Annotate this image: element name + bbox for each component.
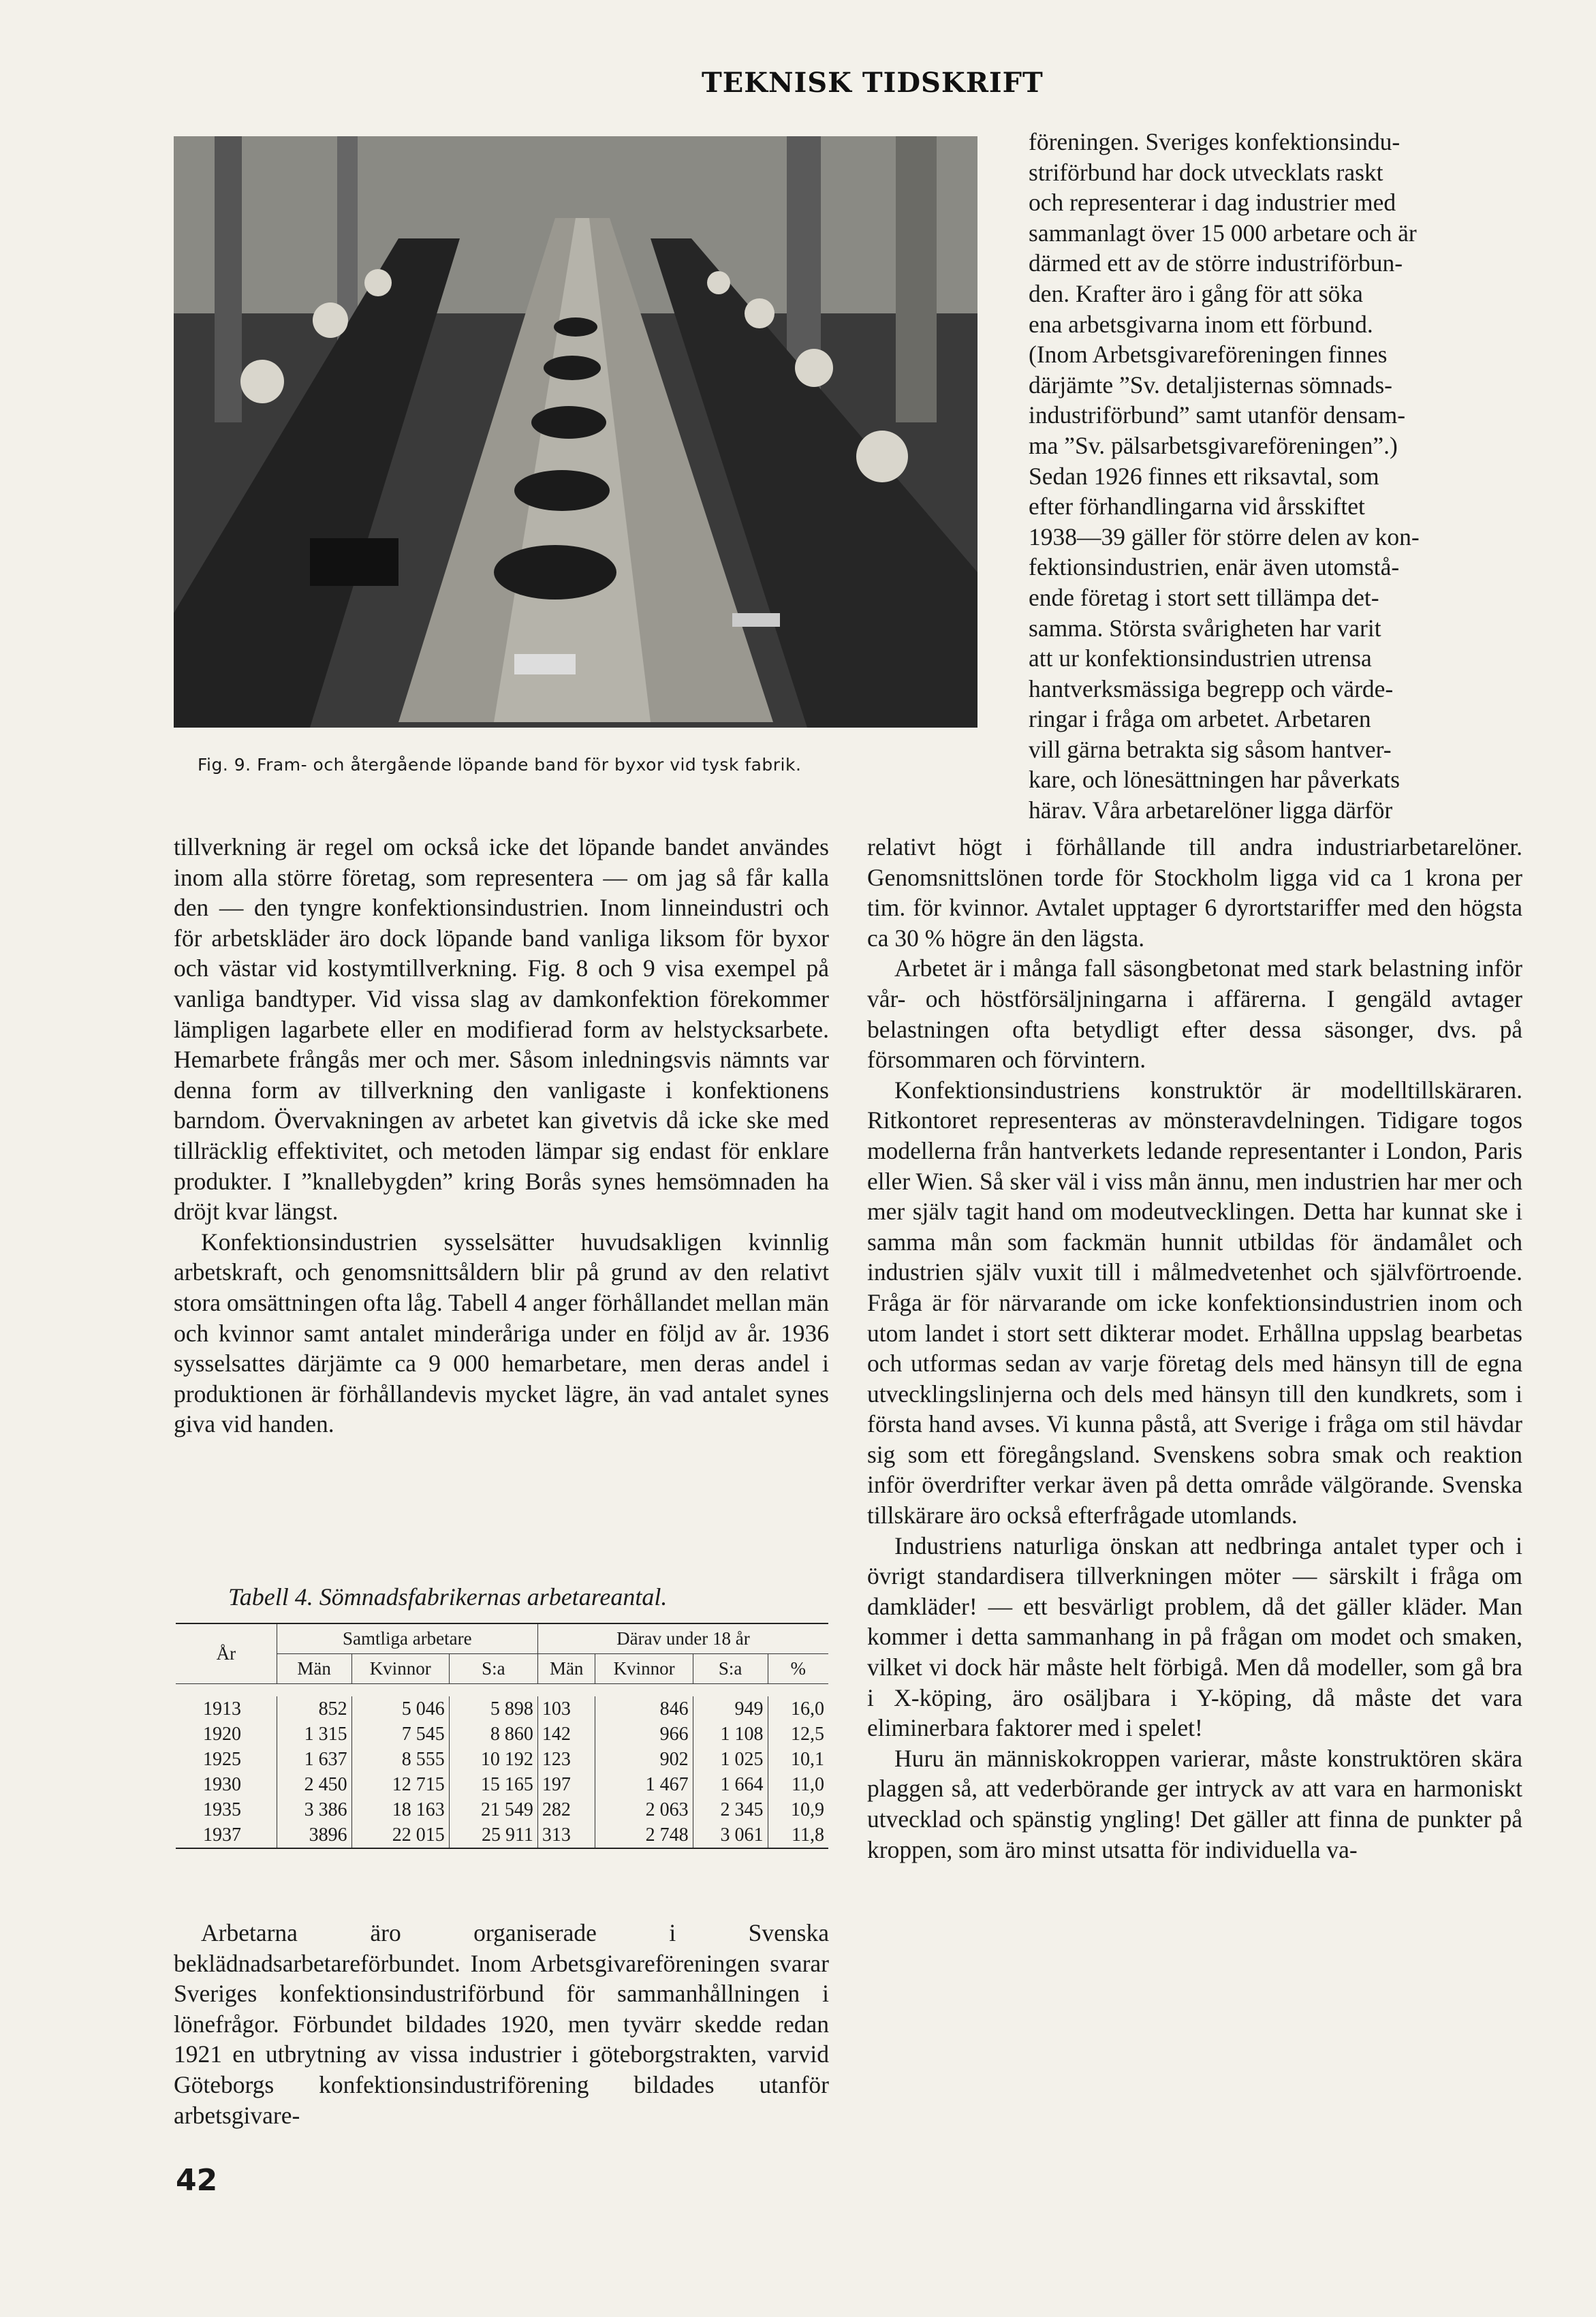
col-header-year: År <box>176 1624 277 1684</box>
text-line: striförbund har dock utvecklats raskt <box>1029 158 1383 186</box>
text-line: ende företag i stort sett tillämpa det- <box>1029 583 1379 611</box>
paragraph: Konfektionsindustrien sysselsätter huvudsakligen kvinnlig arbetskraft, och genomsnittsåldern blir på grund av den relativt stora omsättningen ofta låg. Tabell 4 anger förhållandet mellan män och kvinnor samt antalet minderåriga under en följd av år. 1936 sysselsattes därjämte ca 9 000 hemarbetare, men deras andel i produktionen är förhållandevis mycket lägre, än vad antalet synes giva vid handen. <box>174 1228 829 1438</box>
cell: 852 <box>277 1696 351 1722</box>
table-row <box>176 1797 828 1822</box>
left-lower-column <box>174 1918 829 2130</box>
cell: 11,8 <box>768 1822 828 1848</box>
cell: 1 108 <box>693 1722 768 1747</box>
data-table <box>176 1623 828 1849</box>
cell: 10,1 <box>768 1747 828 1772</box>
cell: 3896 <box>277 1822 351 1848</box>
text-line: hantverksmässiga begrepp och värde- <box>1029 674 1394 702</box>
cell: 1925 <box>203 1749 241 1770</box>
text-line: därmed ett av de större industriförbun- <box>1029 249 1403 277</box>
factory-photo <box>174 136 977 728</box>
text-line: härav. Våra arbetarelöner ligga därför <box>1029 796 1393 824</box>
paragraph: Arbetet är i många fall säsongbetonat med stark belastning inför vår- och höstförsäljningarna i affärerna. I gengäld avtager belastningen ofta betydligt efter dessa säsonger, dvs. på försommaren och förvintern. <box>867 954 1522 1074</box>
text-line: sammanlagt över 15 000 arbetare och är <box>1029 219 1417 247</box>
text-line: Sedan 1926 finnes ett riksavtal, som <box>1029 462 1379 490</box>
table-title: Tabell 4. Sömnadsfabrikernas arbetareantal. <box>228 1583 668 1611</box>
text-line: vill gärna betrakta sig såsom hantver- <box>1029 735 1392 763</box>
cell: 22 015 <box>351 1822 449 1848</box>
cell: 10 192 <box>449 1747 537 1772</box>
cell: 1 664 <box>693 1772 768 1797</box>
cell: 1913 <box>203 1698 241 1720</box>
cell: 949 <box>693 1696 768 1722</box>
cell: 3 061 <box>693 1822 768 1848</box>
table-row <box>176 1747 828 1772</box>
table-row <box>176 1772 828 1797</box>
table-row <box>176 1696 828 1722</box>
right-column <box>867 832 1522 1865</box>
cell: 1 025 <box>693 1747 768 1772</box>
cell: 2 450 <box>277 1772 351 1797</box>
text-line: att ur konfektionsindustrien utrensa <box>1029 644 1372 672</box>
cell: 7 545 <box>351 1722 449 1747</box>
cell: 2 345 <box>693 1797 768 1822</box>
cell: 103 <box>537 1696 595 1722</box>
paragraph: relativt högt i förhållande till andra industriarbetarelöner. Genomsnittslönen torde för Stockholm ligga vid ca 1 krona per tim. för kvinnor. Avtalet upptager 6 dyrortstariffer med den högsta ca 30 % högre än den lägsta. <box>867 833 1522 952</box>
text-line: och representerar i dag industrier med <box>1029 189 1396 217</box>
cell: 18 163 <box>351 1797 449 1822</box>
text-line: industriförbund” samt utanför densam- <box>1029 401 1406 429</box>
journal-header: TEKNISK TIDSKRIFT <box>702 67 1044 99</box>
cell: 15 165 <box>449 1772 537 1797</box>
cell: 1 467 <box>595 1772 693 1797</box>
cell: 142 <box>537 1722 595 1747</box>
text-line: den. Krafter äro i gång för att söka <box>1029 279 1363 307</box>
cell: 5 898 <box>449 1696 537 1722</box>
text-line: föreningen. Sveriges konfektionsindu- <box>1029 128 1401 155</box>
col-header: Kvinnor <box>351 1654 449 1684</box>
text-line: ma ”Sv. pälsarbetsgivareföreningen”.) <box>1029 431 1398 459</box>
col-header: % <box>768 1654 828 1684</box>
cell: 902 <box>595 1747 693 1772</box>
paragraph: Huru än människokroppen varierar, måste konstruktören skära plaggen så, att vederbörande ger intryck av att vara en harmoniskt utvecklad och spänstig yngling! Det gäller att finna de punkter på kroppen, som äro minst utsatta för individuella va- <box>867 1744 1522 1863</box>
cell: 12 715 <box>351 1772 449 1797</box>
col-header: S:a <box>693 1654 768 1684</box>
cell: 313 <box>537 1822 595 1848</box>
cell: 1920 <box>203 1724 241 1745</box>
right-top-column <box>1029 127 1522 826</box>
cell: 11,0 <box>768 1772 828 1797</box>
text-line: fektionsindustrien, enär även utomstå- <box>1029 553 1400 581</box>
cell: 1 637 <box>277 1747 351 1772</box>
cell: 846 <box>595 1696 693 1722</box>
paragraph: Industriens naturliga önskan att nedbringa antalet typer och i övrigt standardisera tillverkningen möter — särskilt i fråga om damkläder! — ett besvärligt problem, då det gäller kläder. Man kommer i detta sammanhang in på frågan om modet och smaken, vilket vi dock här måste helt förbigå. Men då modeller, som gå bra i X-köping, äro osäljbara i Y-köping, då måste det vara eliminerbara faktorer med i spelet! <box>867 1531 1522 1742</box>
cell: 123 <box>537 1747 595 1772</box>
text-line: ena arbetsgivarna inom ett förbund. <box>1029 310 1373 338</box>
text-line: ringar i fråga om arbetet. Arbetaren <box>1029 705 1371 733</box>
text-line: (Inom Arbetsgivareföreningen finnes <box>1029 341 1388 369</box>
paragraph: tillverkning är regel om också icke det löpande bandet användes inom alla större företag, som representera — om jag så får kalla den — den tyngre konfektionsindustrien. Inom linneindustri och för arbetskläder äro dock löpande band vanliga liksom för byxor och västar vid kostymtillverkning. Fig. 8 och 9 visa exempel på vanliga bandtyper. Vid vissa slag av damkonfektion förekommer lämpligen lagarbete eller en modifierad form av helstycksarbete. Hemarbete frångås mer och mer. Såsom inledningsvis nämnts var denna form av tillverkning den vanligaste i konfektionens barndom. Övervakningen av arbetet kan givetvis då icke ske med tillräcklig effektivitet, och metoden lämpar sig endast för enklare produkter. I ”knallebygden” kring Borås synes hemsömnaden ha dröjt kvar längst. <box>174 833 829 1226</box>
col-header: Män <box>537 1654 595 1684</box>
cell: 2 748 <box>595 1822 693 1848</box>
cell: 1937 <box>203 1824 241 1846</box>
figure-caption: Fig. 9. Fram- och återgående löpande band för byxor vid tysk fabrik. <box>198 755 802 775</box>
paragraph: Konfektionsindustriens konstruktör är modelltillskäraren. Ritkontoret representeras av mönsteravdelningen. Tidigare togos modellerna från hantverkets ledande representanter i London, Paris eller Wien. Så sker väl i viss mån ännu, men industrien har mer och mer själv tagit hand om modeutvecklingen. Detta har kunnat ske i samma mån som fackmän hunnit utbildas för ändamålet och industrien själv vuxit till i målmedvetenhet och självförtroende. Fråga är för närvarande om icke konfektionsindustrien inom och utom landet i stort sett dikterar modet. Erhållna uppslag bearbetas och utformas sedan av varje företag dels med hänsyn till de egna utvecklingslinjerna och dels med hänsyn till den kundkrets, som i första hand avses. Vi kunna påstå, att Sverige i fråga om stil hävdar sig som ett föregångsland. Svenskens sobra smak och reaktion inför överdrifter verkar även på detta område välgörande. Svenska tillskärare äro också efterfrågade utomlands. <box>867 1076 1522 1529</box>
cell: 282 <box>537 1797 595 1822</box>
cell: 12,5 <box>768 1722 828 1747</box>
table-row <box>176 1822 828 1848</box>
cell: 2 063 <box>595 1797 693 1822</box>
cell: 3 386 <box>277 1797 351 1822</box>
text-line: efter förhandlingarna vid årsskiftet <box>1029 493 1365 520</box>
cell: 25 911 <box>449 1822 537 1848</box>
cell: 16,0 <box>768 1696 828 1722</box>
text-line: 1938—39 gäller för större delen av kon- <box>1029 523 1420 550</box>
cell: 8 860 <box>449 1722 537 1747</box>
cell: 8 555 <box>351 1747 449 1772</box>
cell: 21 549 <box>449 1797 537 1822</box>
cell: 966 <box>595 1722 693 1747</box>
table-row <box>176 1722 828 1747</box>
col-header: S:a <box>449 1654 537 1684</box>
cell: 1935 <box>203 1799 241 1820</box>
cell: 1 315 <box>277 1722 351 1747</box>
group-header-all: Samtliga arbetare <box>277 1624 537 1654</box>
page-number: 42 <box>176 2163 218 2198</box>
text-line: samma. Största svårigheten har varit <box>1029 614 1381 642</box>
group-header-under18: Därav under 18 år <box>537 1624 828 1654</box>
col-header: Kvinnor <box>595 1654 693 1684</box>
text-line: kare, och lönesättningen har påverkats <box>1029 766 1401 794</box>
col-header: Män <box>277 1654 351 1684</box>
cell: 1930 <box>203 1774 241 1795</box>
cell: 5 046 <box>351 1696 449 1722</box>
cell: 197 <box>537 1772 595 1797</box>
cell: 10,9 <box>768 1797 828 1822</box>
left-column <box>174 832 829 1440</box>
paragraph: Arbetarna äro organiserade i Svenska beklädnadsarbetareförbundet. Inom Arbetsgivareföreningen svarar Sveriges konfektionsindustriförbund för sammanhållningen i lönefrågor. Förbundet bildades 1920, men tyvärr skedde redan 1921 en utbrytning av vissa industrier i göteborgstrakten, varvid Göteborgs konfektionsindustriförening bildades utanför arbetsgivare- <box>174 1919 829 2129</box>
text-line: därjämte ”Sv. detaljisternas sömnads- <box>1029 371 1392 399</box>
